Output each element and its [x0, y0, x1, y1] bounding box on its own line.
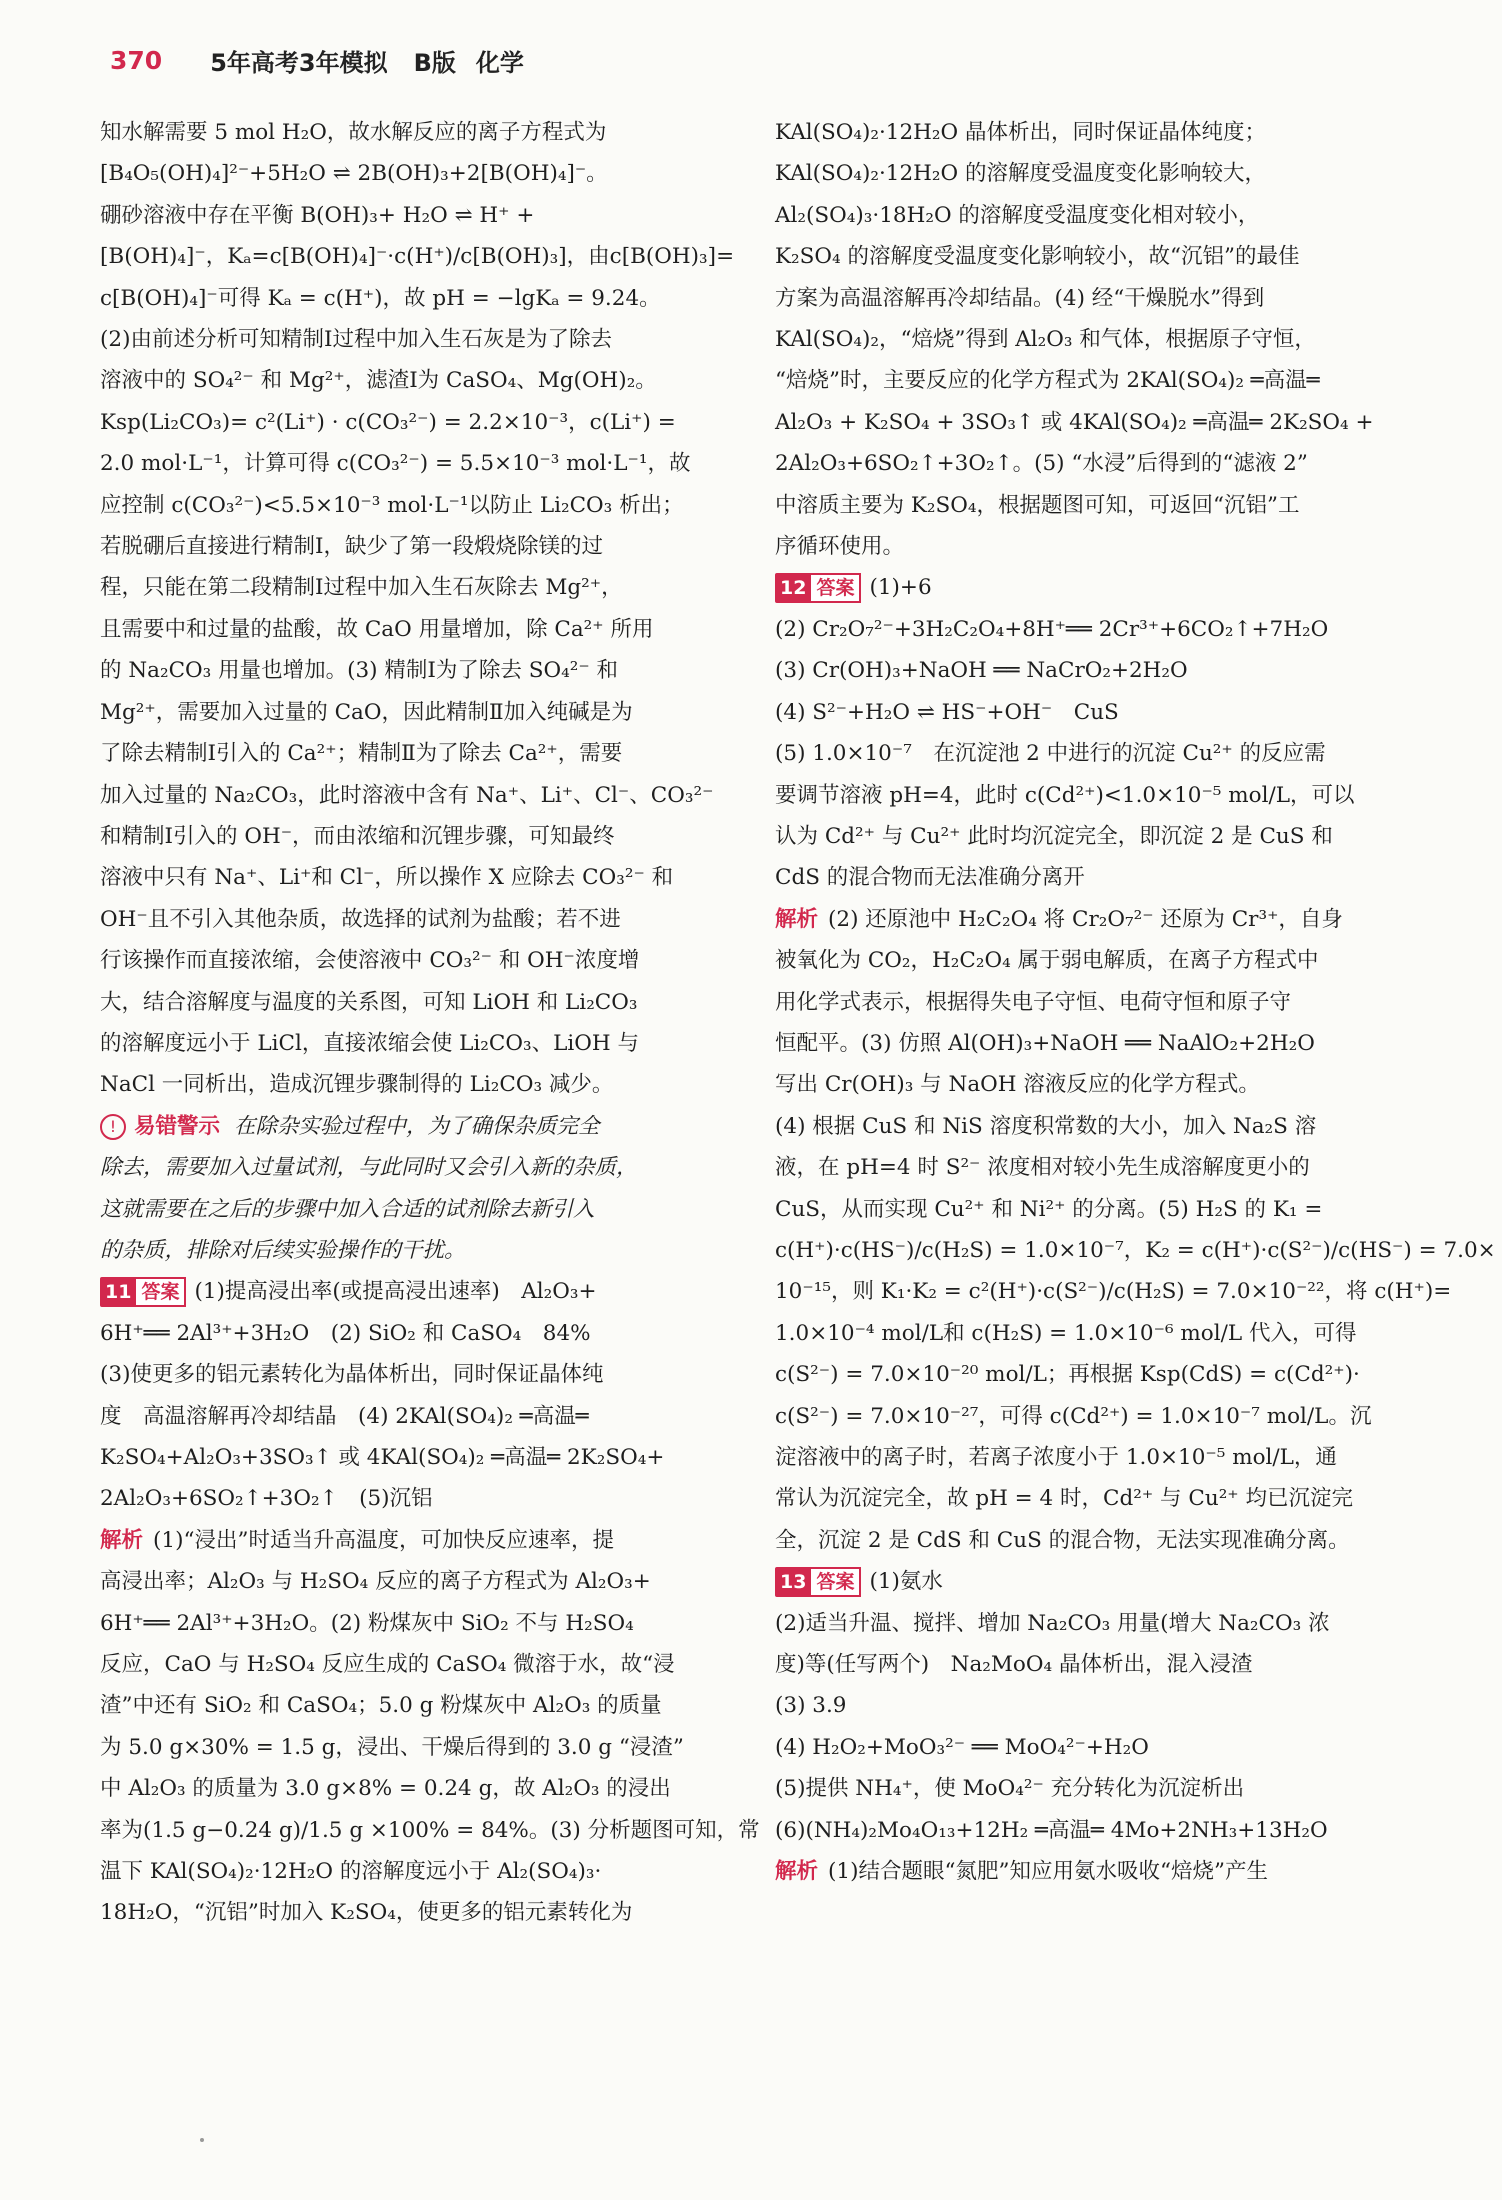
analysis-line: 常认为沉淀完全，故 pH = 4 时，Cd²⁺ 与 Cu²⁺ 均已沉淀完 [775, 1486, 1353, 1512]
analysis-line: 10⁻¹⁵，则 K₁·K₂ = c²(H⁺)·c(S²⁻)/c(H₂S) = 7.0×10⁻²²，将 c(H⁺)= [775, 1279, 1452, 1305]
warning-label: 易错警示 [134, 1113, 221, 1139]
analysis-line: (4) 根据 CuS 和 NiS 溶度积常数的大小，加入 Na₂S 溶 [775, 1113, 1317, 1139]
analysis-line: c(S²⁻) = 7.0×10⁻²⁷，可得 c(Cd²⁺) = 1.0×10⁻⁷ mol/L。沉 [775, 1403, 1372, 1429]
right-column [775, 112, 1496, 1892]
analysis-line: 渣”中还有 SiO₂ 和 CaSO₄；5.0 g 粉煤灰中 Al₂O₃ 的质量 [100, 1693, 662, 1719]
book-title: 5年高考3年模拟 [210, 48, 388, 77]
answer-line: 度 高温溶解再冷却结晶 (4) 2KAl(SO₄)₂ ═高温═ [100, 1403, 589, 1429]
text-line: Mg²⁺，需要加入过量的 CaO，因此精制Ⅱ加入纯碱是为 [100, 699, 633, 725]
text-line: 方案为高温溶解再冷却结晶。(4) 经“干燥脱水”得到 [775, 285, 1265, 311]
text-line: [B₄O₅(OH)₄]²⁻+5H₂O ⇌ 2B(OH)₃+2[B(OH)₄]⁻。 [100, 161, 608, 187]
answer-line: 要调节溶液 pH=4，此时 c(Cd²⁺)<1.0×10⁻⁵ mol/L，可以 [775, 782, 1355, 808]
answer-line: (1)氨水 [869, 1569, 943, 1595]
text-line: NaCl 一同析出，造成沉锂步骤制得的 Li₂CO₃ 减少。 [100, 1072, 614, 1098]
analysis-line: 全，沉淀 2 是 CdS 和 CuS 的混合物，无法实现准确分离。 [775, 1527, 1350, 1553]
analysis-line: 1.0×10⁻⁴ mol/L和 c(H₂S) = 1.0×10⁻⁶ mol/L 代入，可得 [775, 1320, 1357, 1346]
analysis-line: 淀溶液中的离子时，若离子浓度小于 1.0×10⁻⁵ mol/L，通 [775, 1445, 1337, 1470]
right-column-text [775, 112, 1415, 567]
answer-line: (1)提高浸出率(或提高浸出速率) Al₂O₃+ [194, 1279, 597, 1305]
text-line: KAl(SO₄)₂，“焙烧”得到 Al₂O₃ 和气体，根据原子守恒， [775, 327, 1316, 353]
analysis-line: CuS，从而实现 Cu²⁺ 和 Ni²⁺ 的分离。(5) H₂S 的 K₁ = [775, 1196, 1323, 1222]
question-13-answer [775, 1561, 1415, 1892]
text-line: KAl(SO₄)₂·12H₂O 的溶解度受温度变化影响较大， [775, 161, 1266, 187]
text-line: 了除去精制Ⅰ引入的 Ca²⁺；精制Ⅱ为了除去 Ca²⁺，需要 [100, 741, 623, 767]
answer-line: 认为 Cd²⁺ 与 Cu²⁺ 此时均沉淀完全，即沉淀 2 是 CuS 和 [775, 823, 1333, 849]
analysis-line: 为 5.0 g×30% = 1.5 g，浸出、干燥后得到的 3.0 g “浸渣” [100, 1734, 684, 1760]
answer-line: 度)等(任写两个) Na₂MoO₄ 晶体析出，混入浸渣 [775, 1652, 1253, 1678]
analysis-lines [775, 940, 1496, 1561]
answer-badge [775, 1567, 861, 1597]
analysis-label: 解析 [775, 906, 819, 932]
analysis-label: 解析 [100, 1527, 144, 1553]
left-column-text [100, 112, 738, 1106]
text-line: Al₂(SO₄)₃·18H₂O 的溶解度受温度变化相对较小， [775, 202, 1260, 228]
question-11-answer [100, 1271, 760, 1934]
text-line: 2Al₂O₃+6SO₂↑+3O₂↑。(5) “水浸”后得到的“滤液 2” [775, 451, 1308, 477]
analysis-line: 用化学式表示，根据得失电子守恒、电荷守恒和原子守 [775, 989, 1292, 1015]
question-number: 13 [775, 1567, 811, 1597]
text-line: 溶液中的 SO₄²⁻ 和 Mg²⁺，滤渣Ⅰ为 CaSO₄、Mg(OH)₂。 [100, 368, 657, 394]
text-line: 若脱硼后直接进行精制Ⅰ，缺少了第一段煅烧除镁的过 [100, 534, 603, 560]
answer-line: (2) Cr₂O₇²⁻+3H₂C₂O₄+8H⁺══ 2Cr³⁺+6CO₂↑+7H₂O [775, 616, 1329, 642]
question-number: 11 [100, 1277, 136, 1307]
text-line: 加入过量的 Na₂CO₃，此时溶液中含有 Na⁺、Li⁺、Cl⁻、CO₃²⁻ [100, 782, 714, 808]
warning-icon: ! [100, 1114, 126, 1140]
text-line: “焙烧”时，主要反应的化学方程式为 2KAl(SO₄)₂ ═高温═ [775, 368, 1320, 394]
answer-line: 2Al₂O₃+6SO₂↑+3O₂↑ (5)沉铝 [100, 1486, 433, 1512]
answer-line: (4) H₂O₂+MoO₃²⁻ ══ MoO₄²⁻+H₂O [775, 1734, 1149, 1760]
analysis-line: (1)“浸出”时适当升高温度，可加快反应速率，提 [153, 1527, 614, 1553]
text-line: 2.0 mol·L⁻¹，计算可得 c(CO₃²⁻) = 5.5×10⁻³ mol·L⁻¹，故 [100, 451, 691, 477]
text-line: 的 Na₂CO₃ 用量也增加。(3) 精制Ⅰ为了除去 SO₄²⁻ 和 [100, 658, 619, 684]
analysis-line: 6H⁺══ 2Al³⁺+3H₂O。(2) 粉煤灰中 SiO₂ 不与 H₂SO₄ [100, 1610, 634, 1636]
text-line: K₂SO₄ 的溶解度受温度变化影响较小，故“沉铝”的最佳 [775, 244, 1300, 270]
warning-line: 除去，需要加入过量试剂，与此同时又会引入新的杂质， [100, 1155, 638, 1181]
analysis-lines [100, 1561, 760, 1934]
text-line: 大，结合溶解度与温度的关系图，可知 LiOH 和 Li₂CO₃ [100, 989, 638, 1015]
analysis-line: 率为(1.5 g−0.24 g)/1.5 g ×100% = 84%。(3) 分析题图可知，常 [100, 1817, 760, 1843]
warning-box [100, 1106, 738, 1272]
answer-label: 答案 [136, 1277, 186, 1307]
answer-line: (2)适当升温、搅拌、增加 Na₂CO₃ 用量(增大 Na₂CO₃ 浓 [775, 1610, 1330, 1636]
answer-line: 6H⁺══ 2Al³⁺+3H₂O (2) SiO₂ 和 CaSO₄ 84% [100, 1320, 591, 1346]
answer-line: (5)提供 NH₄⁺，使 MoO₄²⁻ 充分转化为沉淀析出 [775, 1776, 1245, 1802]
warning-line: 的杂质，排除对后续实验操作的干扰。 [100, 1237, 466, 1263]
text-line: 且需要中和过量的盐酸，故 CaO 用量增加，除 Ca²⁺ 所用 [100, 616, 654, 642]
analysis-label: 解析 [775, 1859, 819, 1885]
page-number: 370 [110, 45, 163, 75]
answer-line: (1)+6 [869, 575, 932, 601]
text-line: 序循环使用。 [775, 534, 905, 560]
edition-label: B版 [413, 48, 456, 77]
answer-lines [775, 1603, 1415, 1851]
analysis-line: 恒配平。(3) 仿照 Al(OH)₃+NaOH ══ NaAlO₂+2H₂O [775, 1030, 1315, 1056]
text-line: 知水解需要 5 mol H₂O，故水解反应的离子方程式为 [100, 120, 607, 145]
answer-line: CdS 的混合物而无法准确分离开 [775, 865, 1085, 891]
analysis-line: 液，在 pH=4 时 S²⁻ 浓度相对较小先生成溶解度更小的 [775, 1155, 1310, 1181]
analysis-line: 18H₂O，“沉铝”时加入 K₂SO₄，使更多的铝元素转化为 [100, 1900, 633, 1926]
text-line: Al₂O₃ + K₂SO₄ + 3SO₃↑ 或 4KAl(SO₄)₂ ═高温═ 2K₂SO₄ + [775, 409, 1374, 435]
analysis-line: 被氧化为 CO₂，H₂C₂O₄ 属于弱电解质，在离子方程式中 [775, 948, 1319, 974]
subject-label: 化学 [475, 48, 524, 77]
answer-badge [775, 573, 861, 603]
question-number: 12 [775, 573, 811, 603]
analysis-line: c(S²⁻) = 7.0×10⁻²⁰ mol/L；再根据 Ksp(CdS) = c(Cd²⁺)· [775, 1362, 1360, 1388]
answer-label: 答案 [811, 573, 861, 603]
text-line: 行该操作而直接浓缩，会使溶液中 CO₃²⁻ 和 OH⁻浓度增 [100, 948, 640, 974]
left-column [100, 112, 760, 1934]
analysis-line: 高浸出率；Al₂O₃ 与 H₂SO₄ 反应的离子方程式为 Al₂O₃+ [100, 1569, 651, 1595]
analysis-line: 反应，CaO 与 H₂SO₄ 反应生成的 CaSO₄ 微溶于水，故“浸 [100, 1652, 675, 1678]
text-line: 溶液中只有 Na⁺、Li⁺和 Cl⁻，所以操作 X 应除去 CO₃²⁻ 和 [100, 865, 674, 891]
answer-line: (5) 1.0×10⁻⁷ 在沉淀池 2 中进行的沉淀 Cu²⁺ 的反应需 [775, 741, 1326, 767]
question-12-answer [775, 567, 1496, 1561]
answer-badge [100, 1277, 186, 1307]
text-line: (2)由前述分析可知精制Ⅰ过程中加入生石灰是为了除去 [100, 327, 612, 353]
text-line: 的溶解度远小于 LiCl，直接浓缩会使 Li₂CO₃、LiOH 与 [100, 1030, 639, 1056]
warning-line: 这就需要在之后的步骤中加入合适的试剂除去新引入 [100, 1196, 595, 1222]
text-line: 和精制Ⅰ引入的 OH⁻，而由浓缩和沉锂步骤，可知最终 [100, 823, 615, 849]
analysis-line: 写出 Cr(OH)₃ 与 NaOH 溶液反应的化学方程式。 [775, 1072, 1260, 1098]
analysis-line: (2) 还原池中 H₂C₂O₄ 将 Cr₂O₇²⁻ 还原为 Cr³⁺，自身 [828, 906, 1343, 932]
answer-lines [100, 1313, 738, 1520]
text-line: 程，只能在第二段精制Ⅰ过程中加入生石灰除去 Mg²⁺， [100, 575, 623, 601]
scan-dot [200, 2138, 204, 2142]
text-line: c[B(OH)₄]⁻可得 Kₐ = c(H⁺)，故 pH = −lgKₐ = 9.24。 [100, 285, 661, 311]
text-line: KAl(SO₄)₂·12H₂O 晶体析出，同时保证晶体纯度； [775, 120, 1266, 145]
analysis-line: 中 Al₂O₃ 的质量为 3.0 g×8% = 0.24 g，故 Al₂O₃ 的浸出 [100, 1776, 671, 1802]
text-line: 中溶质主要为 K₂SO₄，根据题图可知，可返回“沉铝”工 [775, 492, 1300, 518]
answer-line: (3) 3.9 [775, 1693, 847, 1719]
answer-line: (3)使更多的铝元素转化为晶体析出，同时保证晶体纯 [100, 1362, 604, 1388]
analysis-line: c(H⁺)·c(HS⁻)/c(H₂S) = 1.0×10⁻⁷，K₂ = c(H⁺)·c(S²⁻)/c(HS⁻) = 7.0× [775, 1237, 1496, 1263]
warning-line: 在除杂实验过程中，为了确保杂质完全 [234, 1113, 600, 1139]
answer-line: (4) S²⁻+H₂O ⇌ HS⁻+OH⁻ CuS [775, 699, 1119, 725]
answer-line: (6)(NH₄)₂Mo₄O₁₃+12H₂ ═高温═ 4Mo+2NH₃+13H₂O [775, 1817, 1328, 1843]
text-line: 硼砂溶液中存在平衡 B(OH)₃+ H₂O ⇌ H⁺ + [100, 202, 535, 228]
answer-line: K₂SO₄+Al₂O₃+3SO₃↑ 或 4KAl(SO₄)₂ ═高温═ 2K₂SO₄+ [100, 1445, 665, 1470]
answer-line: (3) Cr(OH)₃+NaOH ══ NaCrO₂+2H₂O [775, 658, 1188, 684]
answer-label: 答案 [811, 1567, 861, 1597]
text-line: 应控制 c(CO₃²⁻)<5.5×10⁻³ mol·L⁻¹以防止 Li₂CO₃ 析出； [100, 492, 684, 518]
text-line: Ksp(Li₂CO₃)= c²(Li⁺) · c(CO₃²⁻) = 2.2×10⁻³，c(Li⁺) = [100, 409, 676, 435]
text-line: [B(OH)₄]⁻，Kₐ=c[B(OH)₄]⁻·c(H⁺)/c[B(OH)₃]，由c[B(OH)₃]= [100, 244, 735, 270]
analysis-line: (1)结合题眼“氮肥”知应用氨水吸收“焙烧”产生 [828, 1859, 1268, 1885]
analysis-line: 温下 KAl(SO₄)₂·12H₂O 的溶解度远小于 Al₂(SO₄)₃· [100, 1859, 602, 1885]
text-line: OH⁻且不引入其他杂质，故选择的试剂为盐酸；若不进 [100, 906, 621, 932]
page-header [110, 38, 1442, 82]
answer-lines [775, 609, 1415, 899]
